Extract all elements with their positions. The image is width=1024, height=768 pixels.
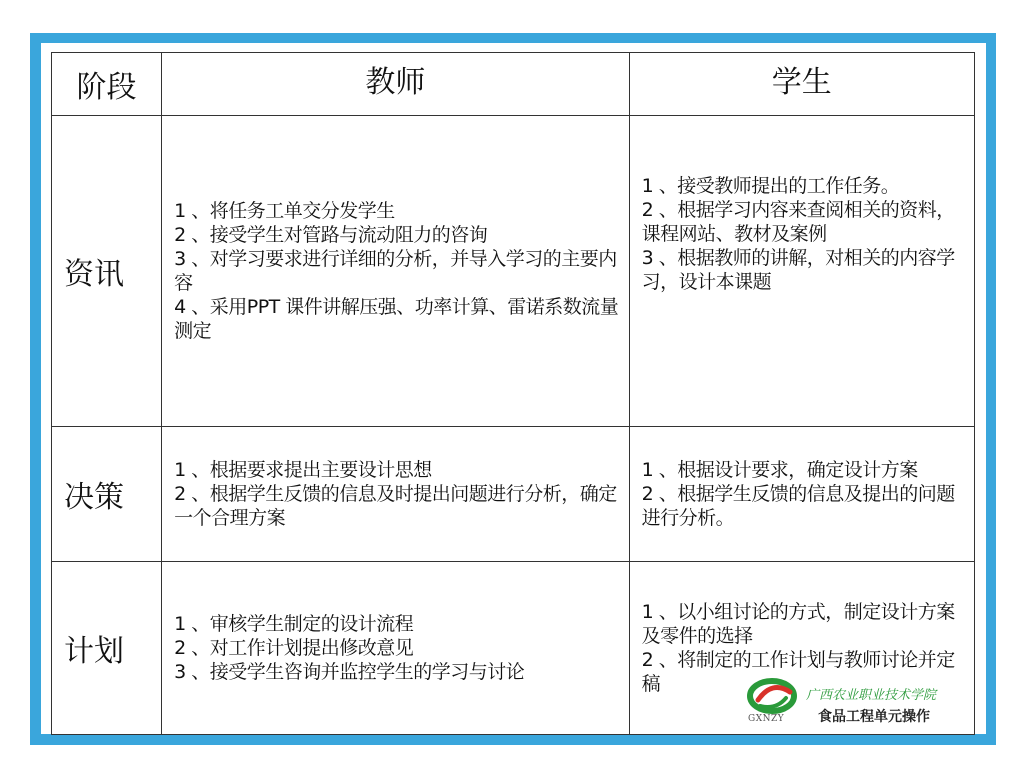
list-item: 4 、采用PPT 课件讲解压强、功率计算、雷诺系数流量测定 [174,296,619,342]
list-item: 2 、接受学生对管路与流动阻力的咨询 [174,224,488,246]
header-student: 学生 [629,53,974,116]
table-header-row [52,53,975,116]
list-item: 2 、根据学习内容来查阅相关的资料，课程网站、教材及案例 [641,199,955,245]
table-row [52,116,975,427]
teacher-cell [162,116,630,427]
student-cell [629,427,974,562]
stage-cell: 资讯 [52,116,162,427]
list-item: 2 、根据学生反馈的信息及提出的问题进行分析。 [641,483,955,529]
header-stage: 阶段 [52,53,162,116]
list-item: 2 、对工作计划提出修改意见 [174,637,414,659]
logo-school-name: 广西农业职业技术学院 [806,688,937,703]
stage-table [51,52,975,735]
school-logo [746,676,956,726]
logo-course-name: 食品工程单元操作 [818,709,930,725]
header-teacher: 教师 [162,53,630,116]
stage-cell: 计划 [52,562,162,735]
list-item: 1 、以小组讨论的方式，制定设计方案及零件的选择 [641,601,955,647]
logo-abbreviation: GXNZY [748,714,785,724]
stage-cell: 决策 [52,427,162,562]
list-item: 1 、将任务工单交分发学生 [174,200,395,222]
list-item: 2 、根据学生反馈的信息及时提出问题进行分析，确定一个合理方案 [174,483,617,529]
list-item: 2 、将制定的工作计划与教师讨论并定稿 [641,649,955,695]
list-item: 1 、审核学生制定的设计流程 [174,613,414,635]
teacher-cell [162,562,630,735]
list-item: 1 、接受教师提出的工作任务。 [641,175,900,197]
list-item: 3 、根据教师的讲解，对相关的内容学习，设计本课题 [641,247,955,293]
list-item: 3 、对学习要求进行详细的分析，并导入学习的主要内容 [174,248,617,294]
student-cell [629,116,974,427]
list-item: 3 、接受学生咨询并监控学生的学习与讨论 [174,661,525,683]
list-item: 1 、根据设计要求，确定设计方案 [641,459,918,481]
teacher-cell [162,427,630,562]
table-row [52,427,975,562]
list-item: 1 、根据要求提出主要设计思想 [174,459,432,481]
